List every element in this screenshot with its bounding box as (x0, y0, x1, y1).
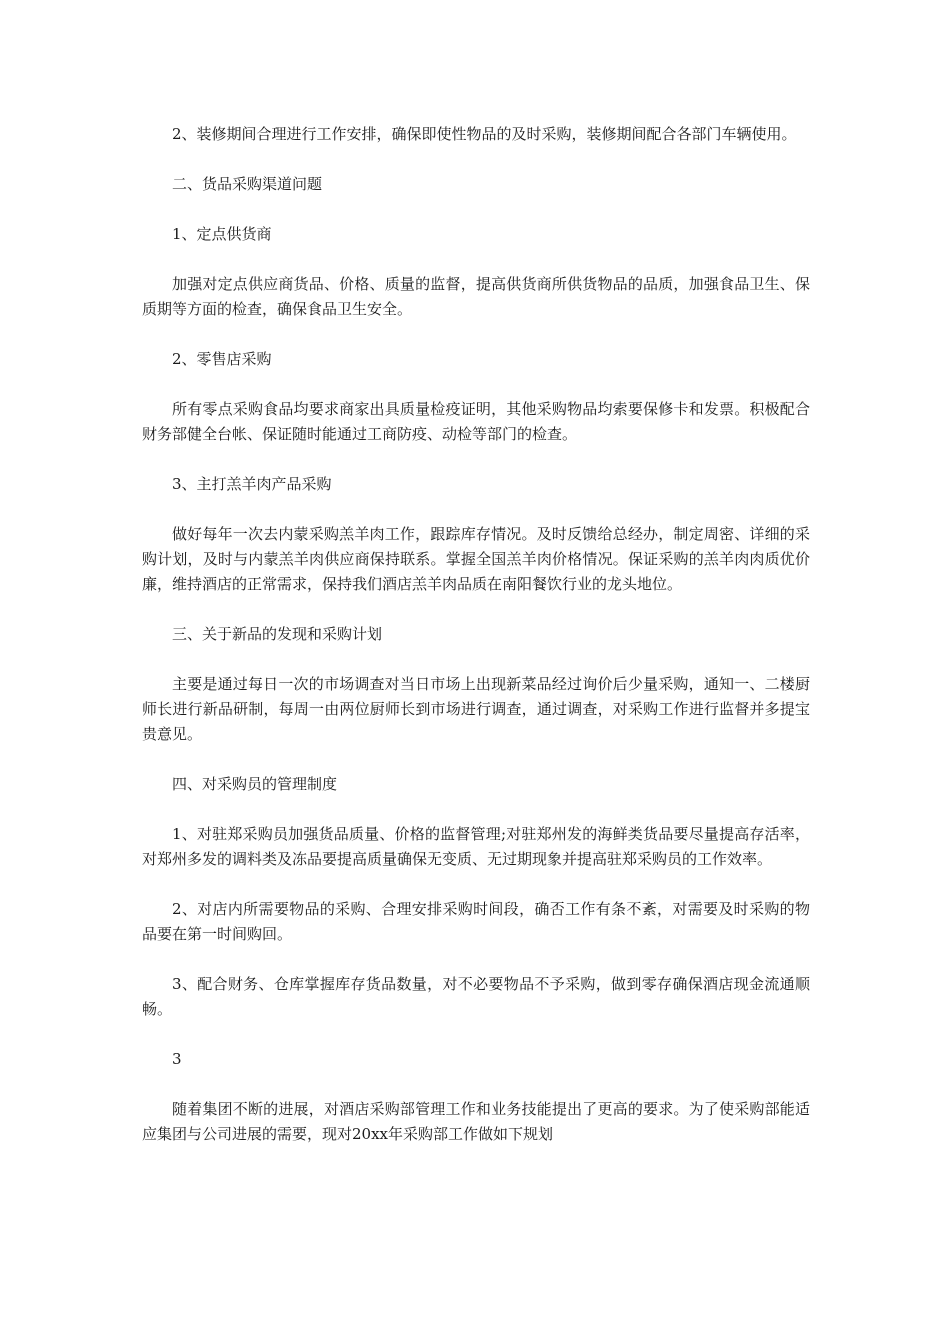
paragraph-annual-plan-intro: 随着集团不断的进展，对酒店采购部管理工作和业务技能提出了更高的要求。为了使采购部能适应集团与公司进展的需要，现对20xx年采购部工作做如下规划 (142, 1100, 810, 1143)
subheading-retail-purchasing: 2、零售店采购 (172, 350, 272, 368)
paragraph-lamb-purchasing: 做好每年一次去内蒙采购羔羊肉工作，跟踪库存情况。及时反馈给总经办，制定周密、详细的采购计划，及时与内蒙羔羊肉供应商保持联系。掌握全国羔羊肉价格情况。保证采购的羔羊肉肉质优价廉，维持酒店的正常需求，保持我们酒店羔羊肉品质在南阳餐饮行业的龙头地位。 (142, 525, 810, 593)
paragraph-supplier-supervision: 加强对定点供应商货品、价格、质量的监督，提高供货商所供货物品的品质，加强食品卫生、保质期等方面的检查，确保食品卫生安全。 (142, 275, 810, 318)
subheading-lamb-purchasing: 3、主打羔羊肉产品采购 (172, 475, 332, 493)
section-number: 3 (172, 1050, 182, 1068)
document-body (142, 122, 810, 1147)
subheading-designated-suppliers: 1、定点供货商 (172, 225, 272, 243)
paragraph-inventory-coordination: 3、配合财务、仓库掌握库存货品数量，对不必要物品不予采购，做到零存确保酒店现金流通顺畅。 (142, 975, 810, 1018)
paragraph-renovation-purchasing: 2、装修期间合理进行工作安排，确保即使性物品的及时采购，装修期间配合各部门车辆使用。 (172, 125, 797, 143)
heading-purchasing-channels: 二、货品采购渠道问题 (172, 175, 323, 193)
paragraph-retail-requirements: 所有零点采购食品均要求商家出具质量检疫证明，其他采购物品均索要保修卡和发票。积极配合财务部健全台帐、保证随时能通过工商防疫、动检等部门的检查。 (142, 400, 810, 443)
paragraph-zhengzhou-buyers: 1、对驻郑采购员加强货品质量、价格的监督管理;对驻郑州发的海鲜类货品要尽量提高存活率，对郑州多发的调料类及冻品要提高质量确保无变质、无过期现象并提高驻郑采购员的工作效率。 (142, 825, 810, 868)
heading-new-products: 三、关于新品的发现和采购计划 (172, 625, 383, 643)
heading-buyer-management: 四、对采购员的管理制度 (172, 775, 338, 793)
paragraph-in-store-purchasing: 2、对店内所需要物品的采购、合理安排采购时间段，确否工作有条不紊，对需要及时采购的物品要在第一时间购回。 (142, 900, 810, 943)
paragraph-new-products: 主要是通过每日一次的市场调查对当日市场上出现新菜品经过询价后少量采购，通知一、二楼厨师长进行新品研制，每周一由两位厨师长到市场进行调查，通过调查，对采购工作进行监督并多提宝贵意见。 (142, 675, 810, 743)
